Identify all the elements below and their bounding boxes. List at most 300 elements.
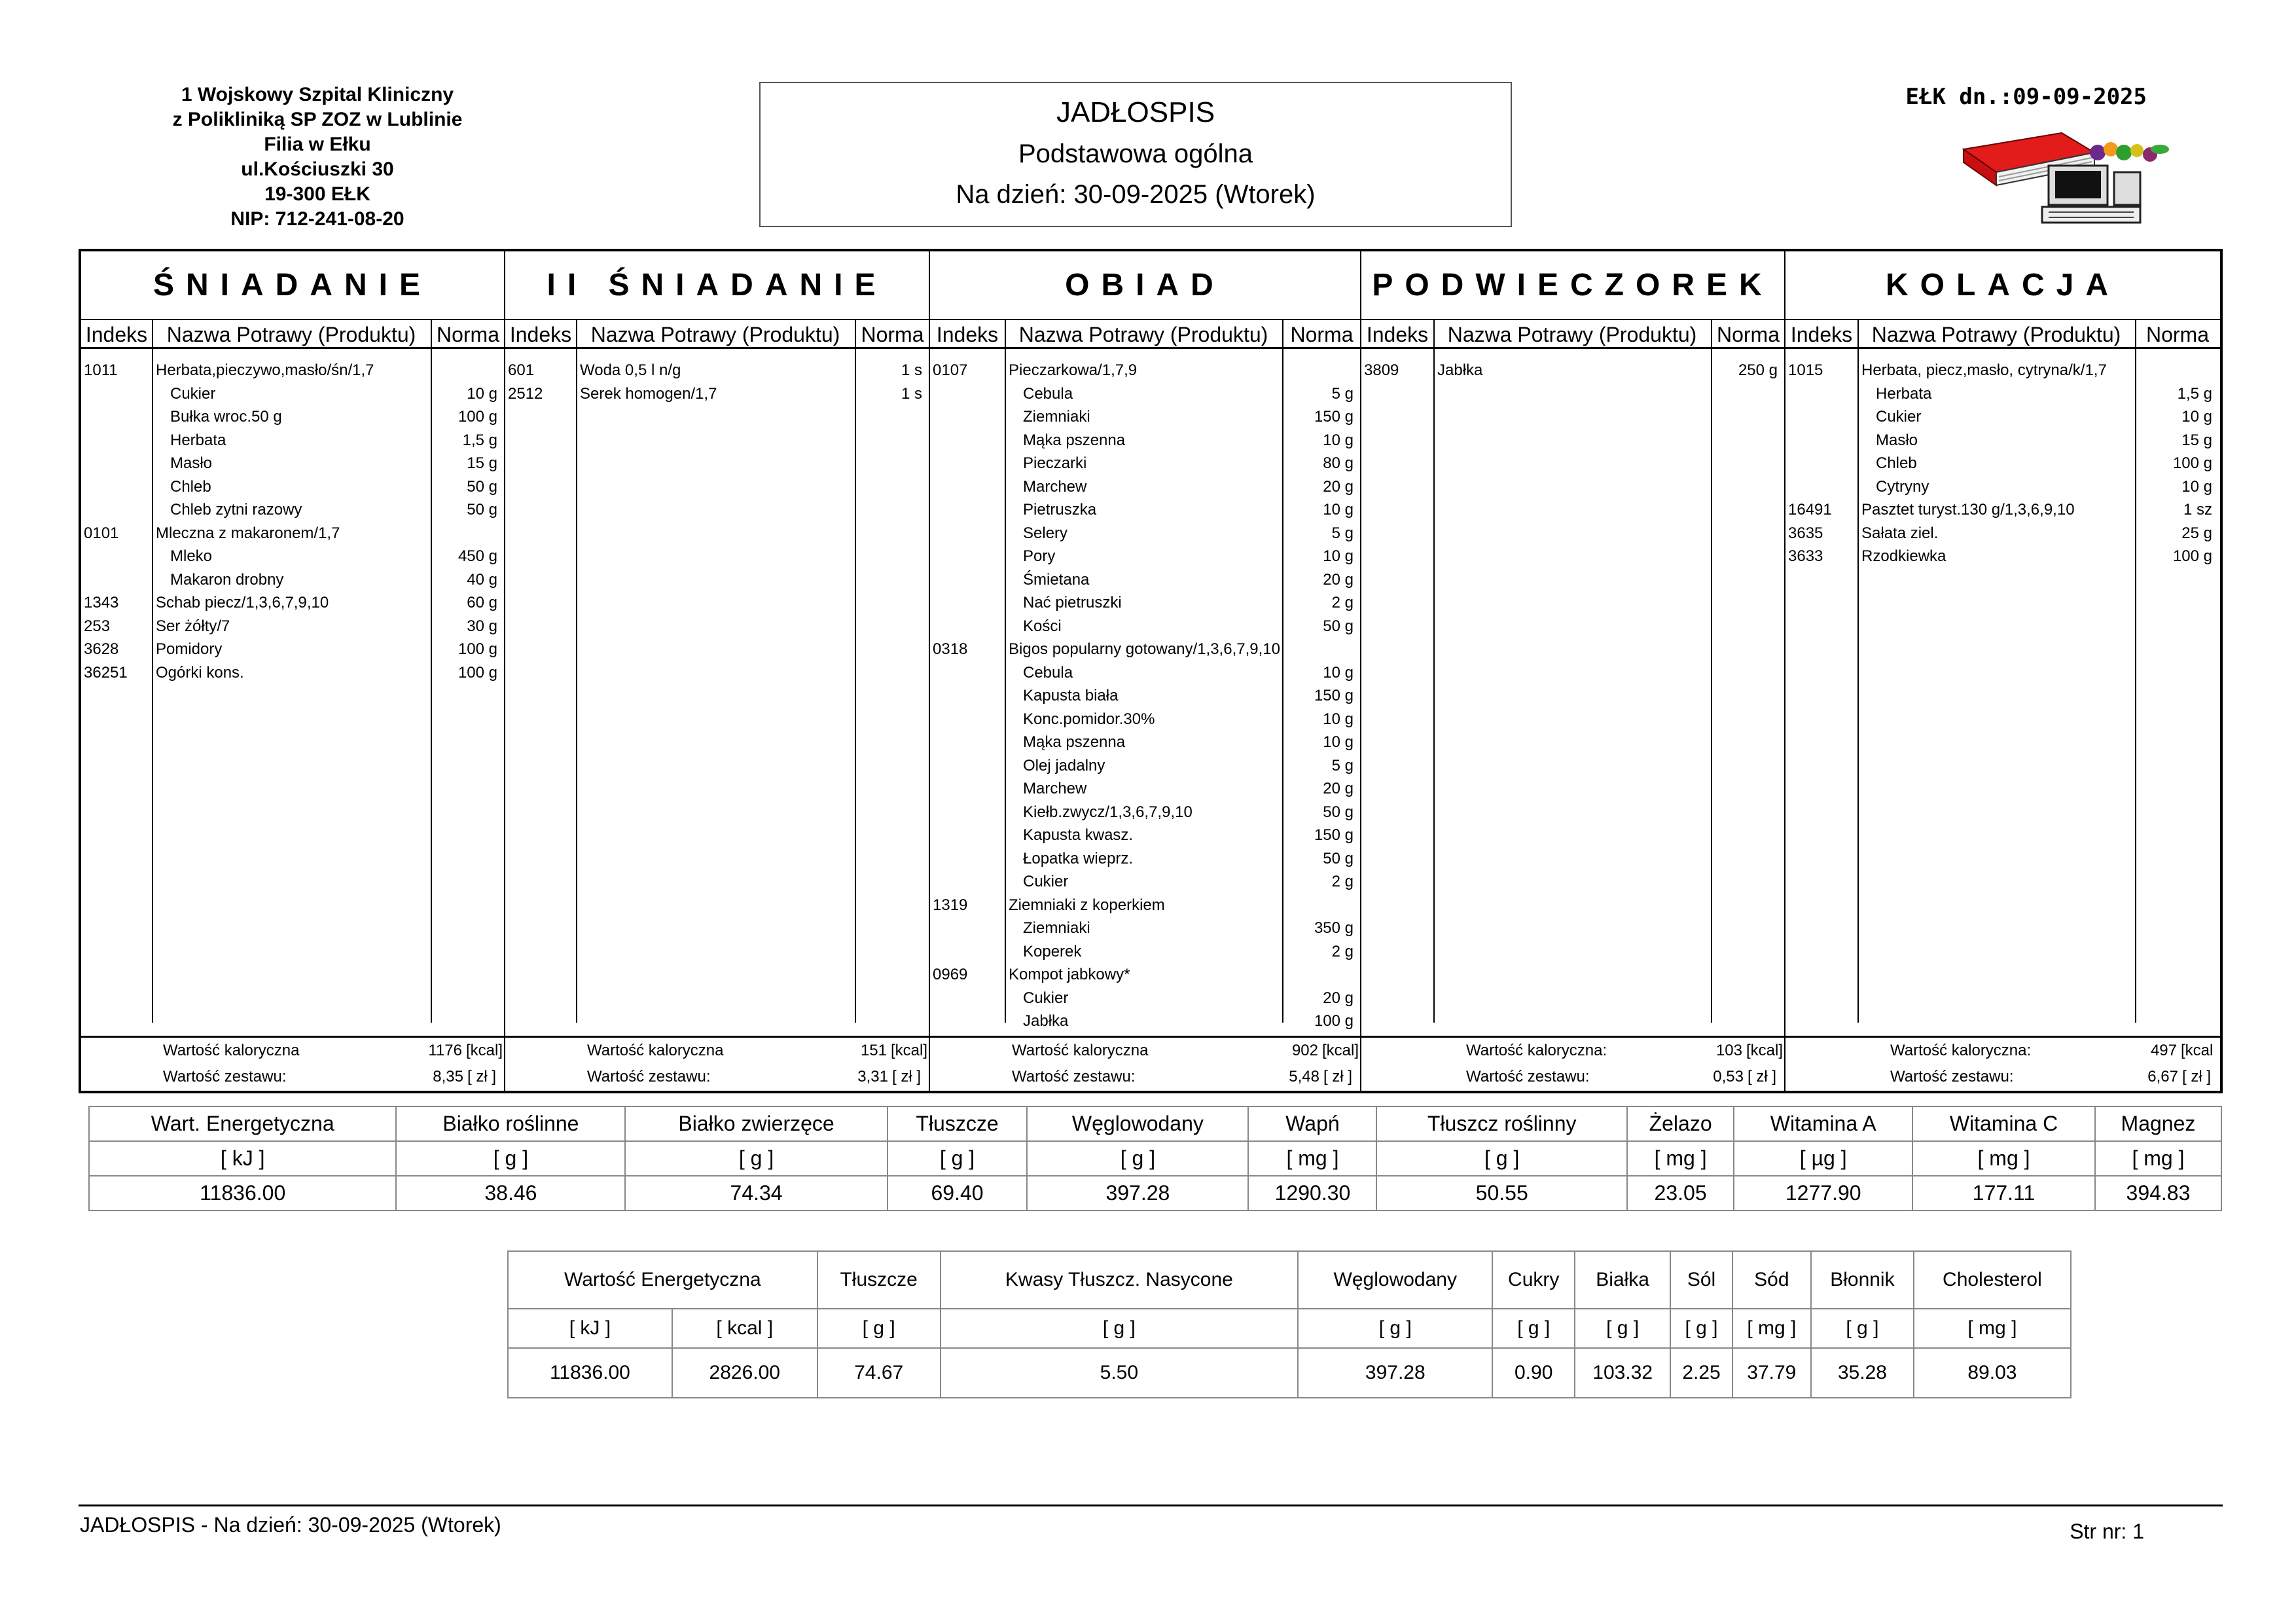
kcal-label: Wartość kaloryczna [163, 1042, 300, 1059]
menu-item-row [930, 615, 1360, 638]
hospital-line: NIP: 712-241-08-20 [230, 208, 404, 230]
column-header-row [1785, 320, 2220, 349]
column-header-name: Nazwa Potrawy (Produktu) [1871, 323, 2121, 346]
nutrition-value-cell: 74.34 [625, 1176, 887, 1211]
column-header-row [1361, 320, 1784, 349]
menu-item-row [930, 754, 1360, 778]
nutrition-header-cell: Wart. Energetyczna [89, 1106, 396, 1141]
column-header-name: Nazwa Potrawy (Produktu) [1447, 323, 1697, 346]
item-norm: 10 g [1323, 733, 1354, 751]
item-norm: 1,5 g [462, 431, 497, 449]
nutrition-header-cell: Białko roślinne [396, 1106, 625, 1141]
meal-heading: II ŚNIADANIE [505, 251, 929, 320]
item-name: Bigos popularny gotowany/1,3,6,7,9,10 [1009, 640, 1280, 658]
nutrition2-unit-cell: [ g ] [941, 1309, 1298, 1348]
nutrition2-unit-cell: [ g ] [1670, 1309, 1732, 1348]
kcal-value: 1176 [428, 1042, 462, 1059]
item-name: Chleb [170, 477, 211, 496]
nutrition-value-cell: 69.40 [888, 1176, 1028, 1211]
item-norm: 2 g [1331, 594, 1354, 611]
nutrition-header-cell: Tłuszcz roślinny [1376, 1106, 1626, 1141]
cost-value: 0,53 [1713, 1068, 1744, 1085]
item-norm: 350 g [1314, 919, 1354, 937]
item-index: 1011 [84, 361, 118, 379]
item-name: Cebula [1023, 384, 1073, 403]
meal-totals [930, 1036, 1360, 1091]
item-name: Śmietana [1023, 570, 1090, 589]
nutrition-value-cell: 177.11 [1912, 1176, 2095, 1211]
menu-item-row [930, 801, 1360, 824]
menu-item-row [81, 475, 504, 499]
menu-item-row [1785, 429, 2220, 452]
column-header-row [81, 320, 504, 349]
meal-items [930, 359, 1360, 1033]
cost-value: 6,67 [2147, 1068, 2178, 1085]
meal-totals [1785, 1036, 2220, 1091]
page-footer [79, 1504, 2223, 1543]
menu-item-row [930, 1010, 1360, 1033]
item-index: 36251 [84, 663, 128, 682]
item-index: 16491 [1788, 501, 1832, 519]
set-cost-row [930, 1064, 1360, 1090]
nutrition-value-cell: 397.28 [1027, 1176, 1248, 1211]
book-computer-fruit-icon [1957, 130, 2179, 228]
nutrition2-header-cell: Cholesterol [1914, 1251, 2071, 1309]
nutrition-header-cell: Tłuszcze [888, 1106, 1028, 1141]
nutrition-value-cell: 394.83 [2095, 1176, 2221, 1211]
item-name: Pasztet turyst.130 g/1,3,6,9,10 [1861, 501, 2075, 519]
item-norm: 10 g [467, 384, 497, 403]
nutrition2-value-cell: 35.28 [1811, 1348, 1914, 1398]
set-cost-row [505, 1064, 929, 1090]
nutrition2-header-cell: Sód [1732, 1251, 1811, 1309]
item-norm: 80 g [1323, 454, 1354, 472]
item-index: 2512 [508, 384, 543, 403]
column-header-name: Nazwa Potrawy (Produktu) [590, 323, 840, 346]
set-cost-row [1785, 1064, 2220, 1090]
column-divider [1433, 320, 1435, 1023]
item-name: Ziemniaki z koperkiem [1009, 896, 1165, 914]
nutrition-value-cell: 38.46 [396, 1176, 625, 1211]
nutrition-header-cell: Białko zwierzęce [625, 1106, 887, 1141]
menu-item-row [81, 429, 504, 452]
item-norm: 10 g [2181, 477, 2212, 496]
menu-item-row [1785, 498, 2220, 522]
item-norm: 100 g [457, 408, 497, 426]
item-norm: 100 g [2172, 454, 2212, 472]
item-norm: 250 g [1738, 361, 1778, 379]
item-name: Ogórki kons. [156, 663, 244, 682]
kcal-value: 497 [2150, 1042, 2177, 1059]
menu-item-row [1785, 522, 2220, 545]
item-name: Serek homogen/1,7 [580, 384, 717, 403]
menu-date: Na dzień: 30-09-2025 (Wtorek) [956, 180, 1316, 209]
menu-item-row [1785, 475, 2220, 499]
nutrition2-unit-cell: [ g ] [1575, 1309, 1670, 1348]
meal-totals [1361, 1036, 1784, 1091]
item-name: Pietruszka [1023, 501, 1097, 519]
menu-item-row [930, 684, 1360, 708]
footer-title: JADŁOSPIS - Na dzień: 30-09-2025 (Wtorek) [80, 1513, 501, 1537]
column-header-norm: Norma [2145, 323, 2209, 346]
menu-item-row [81, 452, 504, 475]
menu-item-row [930, 777, 1360, 801]
column-header-name: Nazwa Potrawy (Produktu) [1018, 323, 1268, 346]
menu-item-row [930, 429, 1360, 452]
item-index: 1319 [933, 896, 968, 914]
item-name: Makaron drobny [170, 570, 284, 589]
item-name: Mąka pszenna [1023, 733, 1126, 751]
meal-totals [81, 1036, 504, 1091]
calorie-total-row [1361, 1038, 1784, 1064]
calorie-total-row [1785, 1038, 2220, 1064]
kcal-value: 902 [1291, 1042, 1318, 1059]
item-norm: 50 g [467, 501, 497, 519]
menu-item-row [81, 591, 504, 615]
item-name: Jabłka [1437, 361, 1483, 379]
meal-items [81, 359, 504, 684]
item-name: Kompot jabkowy* [1009, 966, 1130, 983]
nutrition-header-cell: Magnez [2095, 1106, 2221, 1141]
kcal-label: Wartość kaloryczna: [1466, 1042, 1607, 1059]
item-index: 253 [84, 617, 111, 635]
nutrition-header-cell: Węglowodany [1027, 1106, 1248, 1141]
item-index: 0318 [933, 640, 968, 658]
item-name: Ziemniaki [1023, 919, 1090, 937]
nutrition2-unit-cell: [ kcal ] [672, 1309, 817, 1348]
nutrition-unit-cell: [ mg ] [2095, 1141, 2221, 1176]
item-name: Cukier [170, 384, 216, 403]
menu-item-row [930, 894, 1360, 917]
item-index: 0101 [84, 524, 119, 542]
nutrition2-value-cell: 397.28 [1298, 1348, 1492, 1398]
nutrition2-header-cell: Sól [1670, 1251, 1732, 1309]
menu-item-row [81, 545, 504, 568]
nutrition-value-cell: 50.55 [1376, 1176, 1626, 1211]
item-index: 1343 [84, 594, 119, 611]
menu-item-row [930, 452, 1360, 475]
nutrition-unit-cell: [ g ] [625, 1141, 887, 1176]
item-name: Koperek [1023, 942, 1082, 960]
nutrition-value-cell: 1290.30 [1248, 1176, 1376, 1211]
item-index: 3633 [1788, 547, 1823, 565]
menu-item-row [930, 661, 1360, 685]
item-norm: 100 g [457, 663, 497, 682]
item-norm: 50 g [1323, 617, 1354, 635]
item-norm: 40 g [467, 570, 497, 589]
calorie-total-row [930, 1038, 1360, 1064]
column-header-index: Indeks [1366, 323, 1429, 346]
column-header-index: Indeks [936, 323, 999, 346]
menu-item-row [930, 568, 1360, 592]
nutrition-header-cell: Witamina A [1734, 1106, 1912, 1141]
item-norm: 60 g [467, 594, 497, 611]
cost-unit: [ zł ] [1323, 1068, 1353, 1085]
menu-item-row [1785, 405, 2220, 429]
item-norm: 20 g [1323, 570, 1354, 589]
nutrition2-unit-cell: [ kJ ] [508, 1309, 672, 1348]
kcal-label: Wartość kaloryczna: [1890, 1042, 2032, 1059]
item-norm: 10 g [1323, 663, 1354, 682]
nutrition2-header-cell: Węglowodany [1298, 1251, 1492, 1309]
menu-item-row [930, 917, 1360, 940]
item-name: Cukier [1876, 408, 1922, 426]
item-name: Jabłka [1023, 1012, 1069, 1030]
nutrition2-unit-cell: [ mg ] [1914, 1309, 2071, 1348]
item-norm: 50 g [1323, 849, 1354, 867]
item-name: Schab piecz/1,3,6,7,9,10 [156, 594, 329, 611]
nutrition-unit-cell: [ mg ] [1248, 1141, 1376, 1176]
hospital-line: ul.Kościuszki 30 [241, 158, 394, 180]
kcal-value: 151 [860, 1042, 887, 1059]
nutrition2-value-cell: 103.32 [1575, 1348, 1670, 1398]
nutrition2-unit-row [508, 1309, 2071, 1348]
meal-heading: ŚNIADANIE [81, 251, 504, 320]
cost-label: Wartość zestawu: [1890, 1068, 2014, 1085]
nutrition-header-cell: Żelazo [1627, 1106, 1734, 1141]
menu-item-row [81, 615, 504, 638]
item-norm: 2 g [1331, 873, 1354, 890]
nutrition2-header-cell: Białka [1575, 1251, 1670, 1309]
kcal-label: Wartość kaloryczna [587, 1042, 724, 1059]
item-norm: 100 g [457, 640, 497, 658]
nutrition-value-cell: 11836.00 [89, 1176, 396, 1211]
column-divider [576, 320, 577, 1023]
item-name: Kapusta biała [1023, 687, 1119, 704]
item-norm: 2 g [1331, 942, 1354, 960]
column-header-row [930, 320, 1360, 349]
cost-label: Wartość zestawu: [587, 1068, 711, 1085]
item-index: 3635 [1788, 524, 1823, 542]
item-name: Łopatka wieprz. [1023, 849, 1134, 867]
hospital-address [85, 82, 550, 232]
menu-item-row [930, 731, 1360, 754]
nutrition2-header-cell: Cukry [1492, 1251, 1574, 1309]
nutrition-value-row [89, 1176, 2221, 1211]
nutrition-header-cell: Wapń [1248, 1106, 1376, 1141]
item-name: Herbata [1876, 384, 1932, 403]
item-norm: 20 g [1323, 989, 1354, 1007]
item-norm: 5 g [1331, 384, 1354, 403]
kcal-value: 103 [1715, 1042, 1742, 1059]
item-name: Mleko [170, 547, 213, 565]
menu-item-row [81, 405, 504, 429]
column-divider [1711, 320, 1712, 1023]
item-name: Olej jadalny [1023, 756, 1105, 775]
nutrition-unit-cell: [ µg ] [1734, 1141, 1912, 1176]
item-norm: 20 g [1323, 477, 1354, 496]
item-norm: 10 g [1323, 501, 1354, 519]
nutrition2-unit-cell: [ g ] [1298, 1309, 1492, 1348]
nutrition2-value-cell: 5.50 [941, 1348, 1298, 1398]
nutrition2-value-cell: 89.03 [1914, 1348, 2071, 1398]
meal-heading: KOLACJA [1785, 251, 2220, 320]
item-index: 3628 [84, 640, 119, 658]
item-name: Chleb [1876, 454, 1917, 472]
menu-item-row [930, 545, 1360, 568]
item-norm: 15 g [2181, 431, 2212, 449]
item-norm: 100 g [2172, 547, 2212, 565]
item-norm: 50 g [467, 477, 497, 496]
item-name: Ziemniaki [1023, 408, 1090, 426]
nutrition-unit-cell: [ g ] [396, 1141, 625, 1176]
nutrition-summary-table [507, 1250, 2072, 1398]
item-name: Pieczarki [1023, 454, 1087, 472]
item-name: Herbata, piecz,masło, cytryna/k/1,7 [1861, 361, 2107, 379]
column-header-row [505, 320, 929, 349]
hospital-line: z Polikliniką SP ZOZ w Lublinie [172, 109, 463, 130]
calorie-total-row [81, 1038, 504, 1064]
item-norm: 10 g [1323, 710, 1354, 728]
nutrition-unit-cell: [ g ] [1027, 1141, 1248, 1176]
item-norm: 1 sz [2183, 501, 2212, 519]
column-header-norm: Norma [861, 323, 924, 346]
menu-item-row [930, 940, 1360, 964]
item-norm: 100 g [1314, 1012, 1354, 1030]
calorie-total-row [505, 1038, 929, 1064]
nutrition2-value-row [508, 1348, 2071, 1398]
kcal-unit: [kcal] [891, 1042, 928, 1059]
item-name: Herbata,pieczywo,masło/śn/1,7 [156, 361, 374, 379]
menu-item-row [81, 522, 504, 545]
item-name: Herbata [170, 431, 226, 449]
nutrition-value-cell: 23.05 [1627, 1176, 1734, 1211]
kcal-unit: [kcal] [466, 1042, 503, 1059]
item-name: Chleb zytni razowy [170, 501, 302, 519]
kcal-unit: [kcal [2181, 1042, 2214, 1059]
item-name: Cukier [1023, 873, 1069, 890]
menu-item-row [1361, 359, 1784, 382]
cost-label: Wartość zestawu: [1466, 1068, 1590, 1085]
meal-items [1361, 359, 1784, 382]
column-header-index: Indeks [509, 323, 572, 346]
nutrition2-header-row [508, 1251, 2071, 1309]
item-name: Pieczarkowa/1,7,9 [1009, 361, 1138, 379]
item-name: Cukier [1023, 989, 1069, 1007]
nutrition-unit-cell: [ g ] [1376, 1141, 1626, 1176]
item-name: Pory [1023, 547, 1056, 565]
meal-totals [505, 1036, 929, 1091]
item-norm: 1 s [901, 384, 922, 403]
hospital-line: 19-300 EŁK [264, 183, 370, 205]
menu-item-row [930, 847, 1360, 871]
item-name: Kiełb.zwycz/1,3,6,7,9,10 [1023, 803, 1193, 821]
column-divider [855, 320, 856, 1023]
nutrition-unit-cell: [ mg ] [1912, 1141, 2095, 1176]
menu-item-row [81, 382, 504, 406]
cost-unit: [ zł ] [892, 1068, 922, 1085]
item-norm: 50 g [1323, 803, 1354, 821]
nutrition-unit-cell: [ kJ ] [89, 1141, 396, 1176]
item-norm: 150 g [1314, 408, 1354, 426]
menu-item-row [81, 568, 504, 592]
set-cost-row [81, 1064, 504, 1090]
nutrition-unit-cell: [ mg ] [1627, 1141, 1734, 1176]
item-norm: 1,5 g [2177, 384, 2212, 403]
diet-name: Podstawowa ogólna [1018, 139, 1253, 168]
menu-item-row [930, 382, 1360, 406]
meal-column [1361, 251, 1785, 1091]
nutrition2-unit-cell: [ mg ] [1732, 1309, 1811, 1348]
item-norm: 30 g [467, 617, 497, 635]
menu-item-row [505, 382, 929, 406]
cost-value: 5,48 [1289, 1068, 1319, 1085]
meal-items [1785, 359, 2220, 568]
menu-item-row [81, 661, 504, 685]
menu-item-row [930, 475, 1360, 499]
menu-item-row [930, 708, 1360, 731]
menu-item-row [1785, 382, 2220, 406]
item-index: 601 [508, 361, 535, 379]
item-name: Marchew [1023, 780, 1087, 797]
menu-item-row [1785, 545, 2220, 568]
kcal-label: Wartość kaloryczna [1012, 1042, 1149, 1059]
nutrition-table [88, 1106, 2222, 1211]
item-name: Rzodkiewka [1861, 547, 1946, 565]
cost-value: 8,35 [433, 1068, 463, 1085]
menu-item-row [1785, 452, 2220, 475]
menu-item-row [930, 824, 1360, 847]
item-norm: 150 g [1314, 826, 1354, 844]
item-index: 0107 [933, 361, 968, 379]
menu-item-row [930, 522, 1360, 545]
issue-date: EŁK dn.:09-09-2025 [1905, 84, 2147, 110]
menu-item-row [930, 638, 1360, 661]
kcal-unit: [kcal] [1322, 1042, 1359, 1059]
nutrition2-unit-cell: [ g ] [817, 1309, 941, 1348]
item-name: Nać pietruszki [1023, 594, 1122, 611]
column-header-index: Indeks [1790, 323, 1853, 346]
item-norm: 20 g [1323, 780, 1354, 797]
hospital-line: 1 Wojskowy Szpital Kliniczny [181, 84, 454, 105]
item-name: Kapusta kwasz. [1023, 826, 1134, 844]
nutrition2-header-cell: Wartość Energetyczna [508, 1251, 817, 1309]
nutrition2-unit-cell: [ g ] [1492, 1309, 1574, 1348]
nutrition2-value-cell: 11836.00 [508, 1348, 672, 1398]
menu-item-row [81, 638, 504, 661]
column-header-norm: Norma [1290, 323, 1354, 346]
item-name: Mleczna z makaronem/1,7 [156, 524, 340, 542]
item-norm: 450 g [457, 547, 497, 565]
item-name: Sałata ziel. [1861, 524, 1939, 542]
item-name: Marchew [1023, 477, 1087, 496]
menu-item-row [930, 498, 1360, 522]
nutrition2-value-cell: 2.25 [1670, 1348, 1732, 1398]
menu-item-row [930, 359, 1360, 382]
menu-item-row [81, 498, 504, 522]
nutrition2-value-cell: 0.90 [1492, 1348, 1574, 1398]
item-name: Pomidory [156, 640, 223, 658]
nutrition2-header-cell: Błonnik [1811, 1251, 1914, 1309]
meal-column [1785, 251, 2220, 1091]
item-norm: 25 g [2181, 524, 2212, 542]
item-name: Masło [1876, 431, 1918, 449]
cost-label: Wartość zestawu: [163, 1068, 287, 1085]
item-name: Konc.pomidor.30% [1023, 710, 1155, 728]
menu-item-row [81, 359, 504, 382]
title-box [759, 82, 1512, 227]
nutrition2-header-cell: Tłuszcze [817, 1251, 941, 1309]
column-header-norm: Norma [436, 323, 499, 346]
nutrition2-header-cell: Kwasy Tłuszcz. Nasycone [941, 1251, 1298, 1309]
item-norm: 10 g [1323, 431, 1354, 449]
menu-item-row [505, 359, 929, 382]
column-header-norm: Norma [1716, 323, 1780, 346]
meal-column [81, 251, 505, 1091]
menu-item-row [1785, 359, 2220, 382]
column-header-name: Nazwa Potrawy (Produktu) [166, 323, 416, 346]
item-norm: 150 g [1314, 687, 1354, 704]
